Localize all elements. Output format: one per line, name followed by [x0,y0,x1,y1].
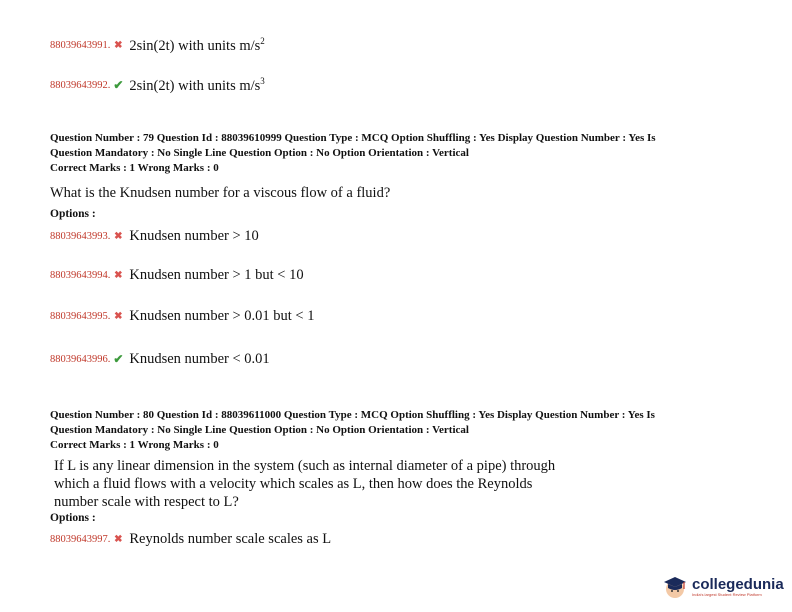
wrong-mark-icon: ✖ [114,534,123,545]
option-text: Knudsen number > 0.01 but < 1 [129,308,315,324]
option-id: 88039643992. [50,79,111,91]
options-label: Options : [50,208,96,220]
question-meta: Question Number : 80 Question Id : 88039611000 Question Type : MCQ Option Shuffling : Yes Display Question Number : Yes Is Question Mandatory : No Single Line Question Option : No Option Orientation : Vertical Correct Marks : 1 Wrong Marks : 0 [50,408,750,453]
wrong-mark-icon: ✖ [114,231,123,242]
question-text: What is the Knudsen number for a viscous flow of a fluid? [50,185,391,201]
options-label: Options : [50,512,96,524]
option-row [50,36,265,55]
option-id: 88039643996. [50,354,111,365]
option-text: Knudsen number < 0.01 [129,351,270,367]
option-row [50,531,331,548]
correct-check-icon: ✔ [113,352,124,366]
option-text: Knudsen number > 10 [129,228,259,244]
option-id: 88039643991. [50,39,111,51]
wrong-mark-icon: ✖ [114,270,123,281]
option-text: Reynolds number scale scales as L [129,531,332,547]
correct-check-icon: ✔ [113,77,124,92]
option-row [50,228,259,245]
question-text: If L is any linear dimension in the system (such as internal diameter of a pipe) through which a fluid flows with a velocity which scales as L, then how does the Reynolds number scale with respect to L? [54,458,556,510]
option-text: 2sin(2t) with units $m/s^3$ [129,76,265,94]
option-row [50,308,314,325]
option-id: 88039643993. [50,231,111,242]
option-row [50,76,265,95]
collegedunia-logo [662,574,784,600]
option-row [50,351,270,368]
wrong-mark-icon: ✖ [114,39,123,51]
marks-line: Correct Marks : 1 Wrong Marks : 0 [50,162,219,174]
brand-tagline: India's largest Student Review Platform [692,592,762,597]
wrong-mark-icon: ✖ [114,311,123,322]
option-text: 2sin(2t) with units $m/s^2$ [129,36,265,54]
option-id: 88039643995. [50,311,111,322]
option-row [50,267,304,284]
marks-line: Correct Marks : 1 Wrong Marks : 0 [50,439,219,451]
brand-name: collegedunia [692,576,784,593]
option-id: 88039643994. [50,270,111,281]
graduation-cap-icon [662,574,688,600]
question-meta: Question Number : 79 Question Id : 88039610999 Question Type : MCQ Option Shuffling : Yes Display Question Number : Yes Is Question Mandatory : No Single Line Question Option : No Option Orientation : Vertical Correct Marks : 1 Wrong Marks : 0 [50,131,750,176]
option-id: 88039643997. [50,534,111,545]
option-text: Knudsen number > 1 but < 10 [129,267,304,283]
